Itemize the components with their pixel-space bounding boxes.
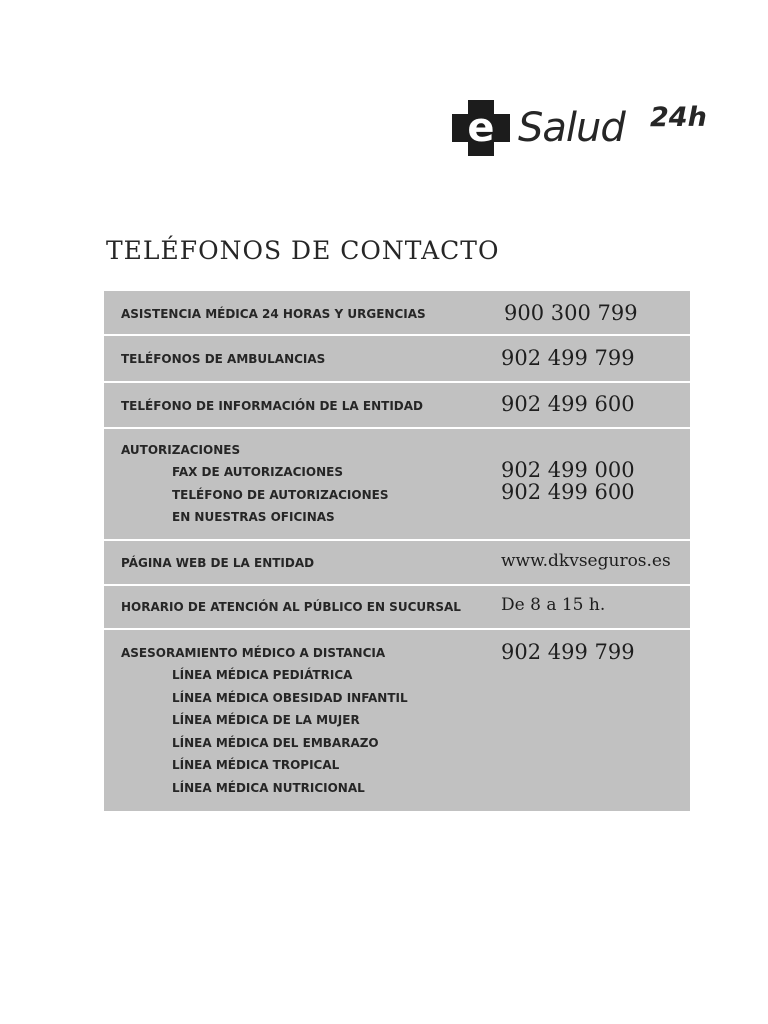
page-title: TELÉFONOS DE CONTACTO (106, 236, 500, 265)
row-sublabel: LÍNEA MÉDICA DEL EMBARAZO (172, 736, 379, 750)
table-row (104, 429, 690, 541)
row-label: TELÉFONOS DE AMBULANCIAS (121, 352, 326, 366)
row-label: HORARIO DE ATENCIÓN AL PÚBLICO EN SUCURSAL (121, 600, 461, 614)
row-sublabel: FAX DE AUTORIZACIONES (172, 465, 343, 479)
phone-number: 902 499 799 (501, 346, 635, 370)
contact-table (104, 291, 690, 811)
row-label: AUTORIZACIONES (121, 443, 241, 457)
row-sublabel: EN NUESTRAS OFICINAS (172, 510, 335, 524)
row-sublabel: LÍNEA MÉDICA OBESIDAD INFANTIL (172, 691, 408, 705)
medical-cross-icon (452, 100, 510, 156)
brand-logo (452, 100, 712, 160)
row-sublabel: LÍNEA MÉDICA NUTRICIONAL (172, 781, 365, 795)
logo-mark-letter: e (467, 105, 495, 151)
table-row (104, 541, 690, 586)
row-sublabel: TELÉFONO DE AUTORIZACIONES (172, 488, 389, 502)
phone-number: 902 499 600 (501, 392, 635, 416)
logo-wordmark: Salud (518, 105, 625, 151)
phone-number: 902 499 000 (501, 458, 635, 482)
phone-number: 900 300 799 (504, 301, 638, 325)
phone-number: 902 499 600 (501, 480, 635, 504)
row-sublabel: LÍNEA MÉDICA TROPICAL (172, 758, 340, 772)
table-row (104, 586, 690, 630)
row-label: PÁGINA WEB DE LA ENTIDAD (121, 556, 315, 570)
row-label: ASISTENCIA MÉDICA 24 HORAS Y URGENCIAS (121, 307, 426, 321)
row-sublabel: LÍNEA MÉDICA DE LA MUJER (172, 713, 360, 727)
row-sublabel: LÍNEA MÉDICA PEDIÁTRICA (172, 668, 353, 682)
phone-number: 902 499 799 (501, 640, 635, 664)
table-row (104, 383, 690, 429)
website-link[interactable]: www.dkvseguros.es (501, 551, 671, 571)
table-row (104, 630, 690, 811)
logo-superscript: 24h (650, 102, 707, 133)
table-row (104, 336, 690, 383)
row-label: TELÉFONO DE INFORMACIÓN DE LA ENTIDAD (121, 399, 423, 413)
table-row (104, 291, 690, 336)
opening-hours: De 8 a 15 h. (501, 595, 606, 615)
row-label: ASESORAMIENTO MÉDICO A DISTANCIA (121, 646, 386, 660)
